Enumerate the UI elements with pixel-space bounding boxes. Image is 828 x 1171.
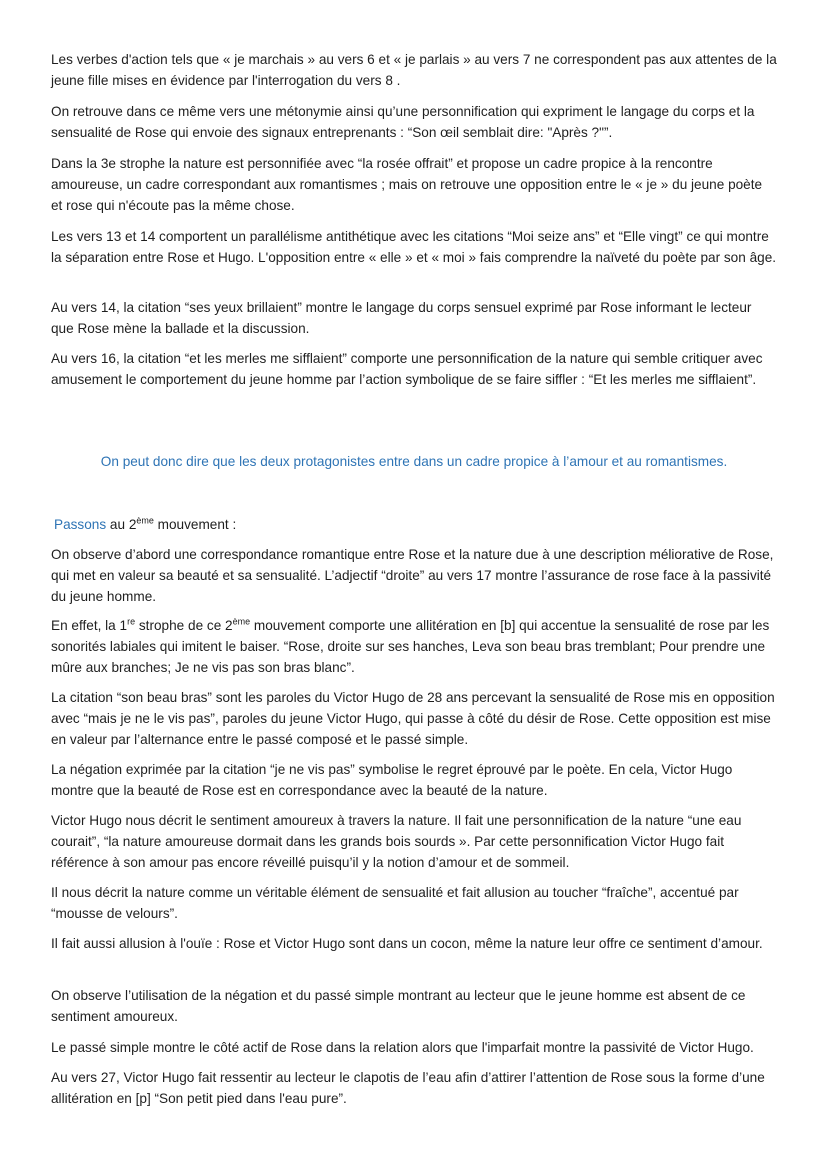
- transition-text-end: mouvement :: [153, 517, 237, 532]
- paragraph-verse-16: Au vers 16, la citation “et les merles me sifflaient” comporte une personnification de la nature qui semble critiquer avec amusement le comportement du jeune homme par l’action symbolique de se faire siffler : “Et les merles me sifflaient”.: [51, 351, 763, 387]
- paragraph-parallelism: Les vers 13 et 14 comportent un parallélisme antithétique avec les citations “Moi seize ans” et “Elle vingt” ce qui montre la séparation entre Rose et Hugo. L'opposition entre « elle » et « moi » fais comprendre la naïveté du poète par son âge.: [51, 229, 777, 265]
- paragraph-passe-simple: On observe l’utilisation de la négation et du passé simple montrant au lecteur que le jeune homme est absent de ce sentiment amoureux.: [51, 988, 746, 1024]
- paragraph-negation: La négation exprimée par la citation “je ne vis pas” symbolise le regret éprouvé par le poète. En cela, Victor Hugo montre que la beauté de Rose est en correspondance avec la beauté de la nature.: [51, 762, 733, 798]
- paragraph-verse-27: Au vers 27, Victor Hugo fait ressentir au lecteur le clapotis de l’eau afin d’attirer l’attention de Rose sous la forme d’une allitération en [p] “Son petit pied dans l'eau pure”.: [51, 1070, 765, 1106]
- paragraph-correspondence: On observe d’abord une correspondance romantique entre Rose et la nature due à une description méliorative de Rose, qui met en valeur sa beauté et sa sensualité. L’adjectif “droite” au vers 17 montre l’assurance de rose face à la passivité du jeune homme.: [51, 547, 774, 604]
- paragraph-action-verbs: Les verbes d'action tels que « je marchais » au vers 6 et « je parlais » au vers 7 ne correspondent pas aux attentes de la jeune fille mises en évidence par l'interrogation du vers 8 .: [51, 52, 777, 88]
- transition-text: au 2: [106, 517, 137, 532]
- p8-superscript-2: ème: [232, 616, 251, 627]
- transition-word: Passons: [54, 517, 107, 532]
- paragraph-nature-love: Victor Hugo nous décrit le sentiment amoureux à travers la nature. Il fait une personnification de la nature “une eau courait”, “la nature amoureuse dormait dans les grands bois sourds ». Par cette personnification Victor Hugo fait référence à son amour pas encore réveillé puisqu’il y la notion d’amour et de sommeil.: [51, 813, 742, 870]
- paragraph-active-rose: Le passé simple montre le côté actif de Rose dans la relation alors que l'imparfait montre la passivité de Victor Hugo.: [51, 1040, 754, 1055]
- paragraph-beau-bras: La citation “son beau bras” sont les paroles du Victor Hugo de 28 ans percevant la sensualité de Rose mis en opposition avec “mais je ne le vis pas”, paroles du jeune Victor Hugo, qui passe à côté du désir de Rose. Cette opposition est mise en valeur par l’alternance entre le passé composé et le passé simple.: [51, 690, 775, 747]
- conclusion-sentence: On peut donc dire que les deux protagonistes entre dans un cadre propice à l’amour et au romantismes.: [100, 454, 728, 469]
- section-transition: [54, 514, 780, 535]
- p8-part-c: mouvement comporte une allitération en [b] qui accentue la sensualité de rose par les sonorités labiales qui imitent le baiser. “Rose, droite sur ses hanches, Leva son beau bras tremblant; Pour prendre une mûre aux branches; Je ne vis pas son bras blanc”.: [51, 618, 770, 675]
- transition-superscript: ème: [136, 515, 154, 526]
- paragraph-sensuality: Il nous décrit la nature comme un véritable élément de sensualité et fait allusion au toucher “fraîche”, accentué par “mousse de velours”.: [51, 885, 739, 921]
- p8-part-a: En effet, la 1: [51, 618, 128, 633]
- paragraph-metonymy: On retrouve dans ce même vers une métonymie ainsi qu’une personnification qui expriment le langage du corps et la sensualité de Rose qui envoie des signaux entreprenants : “Son œil semblait dire: "Après ?"”.: [51, 104, 755, 140]
- paragraph-third-stanza: Dans la 3e strophe la nature est personnifiée avec “la rosée offrait” et propose un cadre propice à la rencontre amoureuse, un cadre correspondant aux romantismes ; mais on retrouve une opposition entre le « je » du jeune poète et rose qui n'écoute pas la même chose.: [51, 156, 763, 213]
- p8-superscript-1: re: [127, 616, 136, 627]
- paragraph-verse-14: Au vers 14, la citation “ses yeux brillaient” montre le langage du corps sensuel exprimé par Rose informant le lecteur que Rose mène la ballade et la discussion.: [51, 300, 752, 336]
- paragraph-hearing: Il fait aussi allusion à l'ouïe : Rose et Victor Hugo sont dans un cocon, même la nature leur offre ce sentiment d’amour.: [51, 936, 763, 951]
- p8-part-b: strophe de ce 2: [135, 618, 233, 633]
- paragraph-alliteration-b: [51, 615, 777, 678]
